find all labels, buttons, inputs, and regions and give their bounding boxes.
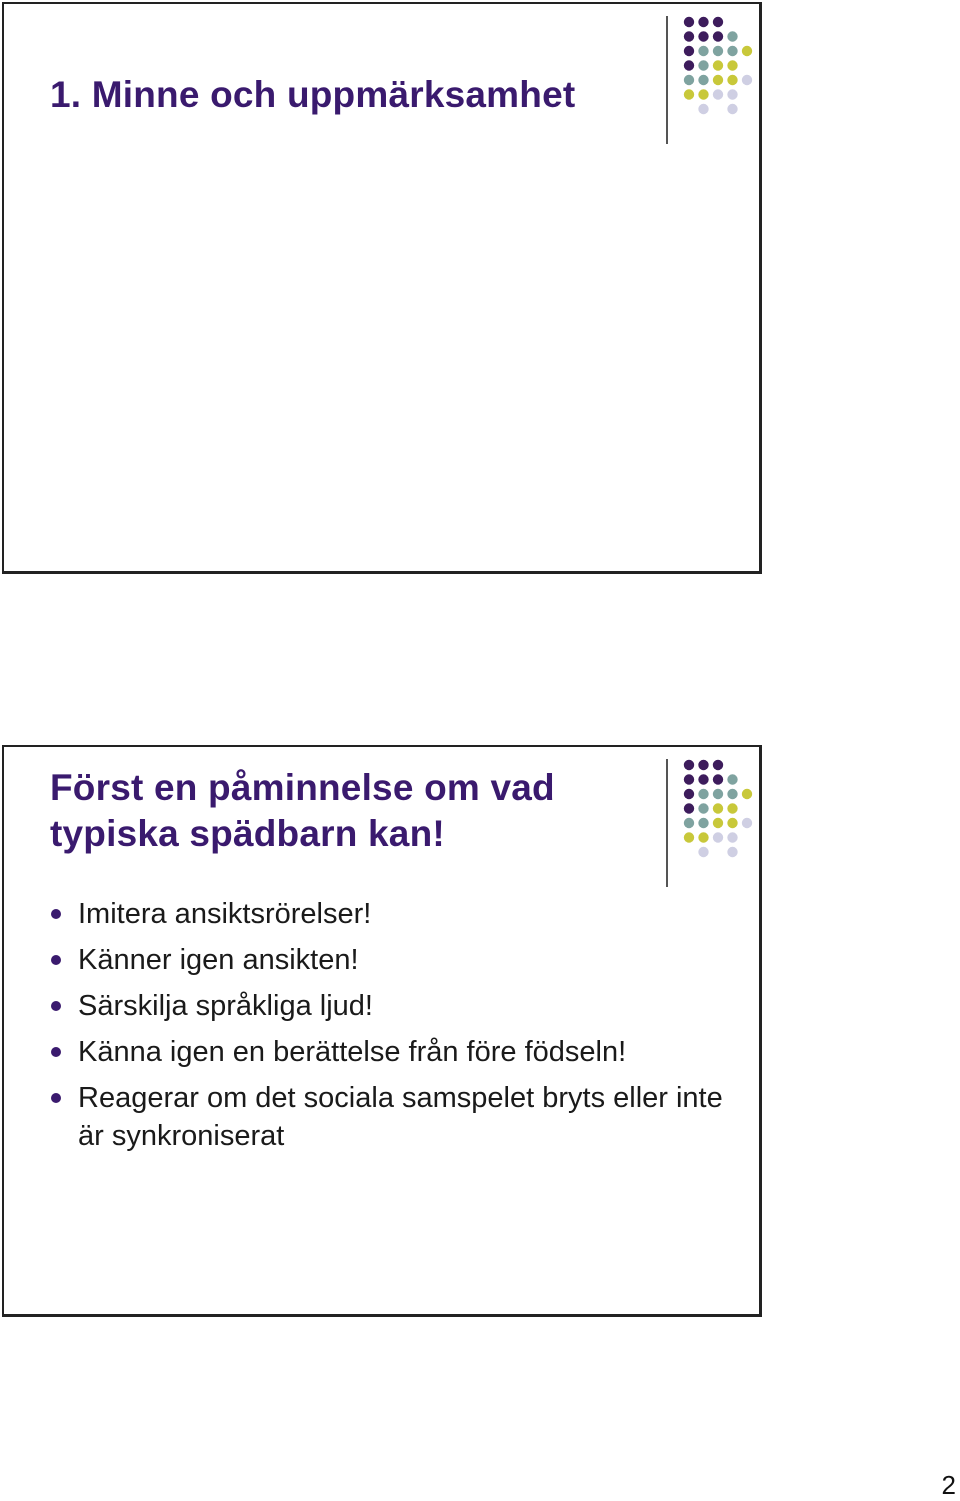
decorative-dot [727,847,737,857]
list-item [49,941,749,979]
decorative-dot [713,818,723,828]
list-item [49,1033,749,1071]
list-item [49,1079,749,1155]
slide-1 [2,2,762,574]
decorative-dot [698,60,708,70]
list-item [49,895,749,933]
decorative-dot [727,818,737,828]
decorative-dot [742,789,752,799]
bullet-text: Känna igen en berättelse från före födseln! [78,1036,627,1068]
decorative-dot [727,832,737,842]
decorative-dot [727,803,737,813]
decorative-dot [684,760,694,770]
decorative-dot [742,818,752,828]
title-divider [666,16,668,144]
decorative-dot [684,774,694,784]
decorative-dot [698,832,708,842]
decorative-dot [698,760,708,770]
decorative-dot [684,75,694,85]
decorative-dot [727,60,737,70]
decorative-dot [713,803,723,813]
decorative-dot [684,89,694,99]
decorative-dot [698,104,708,114]
decorative-dot [684,17,694,27]
decorative-dot [727,31,737,41]
decorative-dot [698,17,708,27]
dot-grid-1 [684,17,752,114]
decorative-dot [713,60,723,70]
title-divider [666,759,668,887]
decorative-dot [727,774,737,784]
decorative-dot [713,89,723,99]
list-item [49,987,749,1025]
bullet-list [49,895,749,1163]
decorative-dot [713,17,723,27]
slide-2-title [50,765,555,857]
page-number: 2 [941,1470,956,1500]
decorative-dot [698,31,708,41]
decorative-dot [698,818,708,828]
decorative-dot [713,46,723,56]
decorative-dot [727,46,737,56]
bullet-icon [51,1047,61,1057]
decorative-dot [727,104,737,114]
decorative-dot [698,789,708,799]
decorative-dot [698,774,708,784]
slide-2 [2,745,762,1317]
decorative-dot [684,832,694,842]
decorative-dot [713,774,723,784]
decorative-dot [698,75,708,85]
decorative-dot [698,46,708,56]
decorative-dot [727,89,737,99]
decorative-dot [713,75,723,85]
dot-grid-2 [684,760,752,857]
decorative-dot [727,789,737,799]
decorative-dot [684,789,694,799]
decorative-dot [742,46,752,56]
bullet-text: Särskilja språkliga ljud! [78,990,373,1022]
slide-1-title: 1. Minne och uppmärksamhet [50,74,576,115]
decorative-dot [713,789,723,799]
decorative-dot [698,847,708,857]
bullet-text: Reagerar om det sociala samspelet bryts eller inte är synkroniserat [78,1082,723,1152]
decorative-dot [713,31,723,41]
decorative-dot [684,31,694,41]
decorative-dot [698,803,708,813]
decorative-dot [684,60,694,70]
bullet-icon [51,1093,61,1103]
decorative-dot [713,760,723,770]
bullet-icon [51,909,61,919]
bullet-icon [51,1001,61,1011]
decorative-dot [742,75,752,85]
decorative-dot [684,818,694,828]
dot-grid-decoration [679,757,769,867]
dot-grid-decoration [679,14,769,124]
decorative-dot [713,832,723,842]
bullet-text: Imitera ansiktsrörelser! [78,898,372,930]
bullet-text: Känner igen ansikten! [78,944,359,976]
decorative-dot [727,75,737,85]
decorative-dot [698,89,708,99]
slide-2-title-line-1: Först en påminnelse om vad [50,767,555,808]
bullet-icon [51,955,61,965]
decorative-dot [684,803,694,813]
decorative-dot [684,46,694,56]
slide-2-title-line-2: typiska spädbarn kan! [50,813,445,854]
